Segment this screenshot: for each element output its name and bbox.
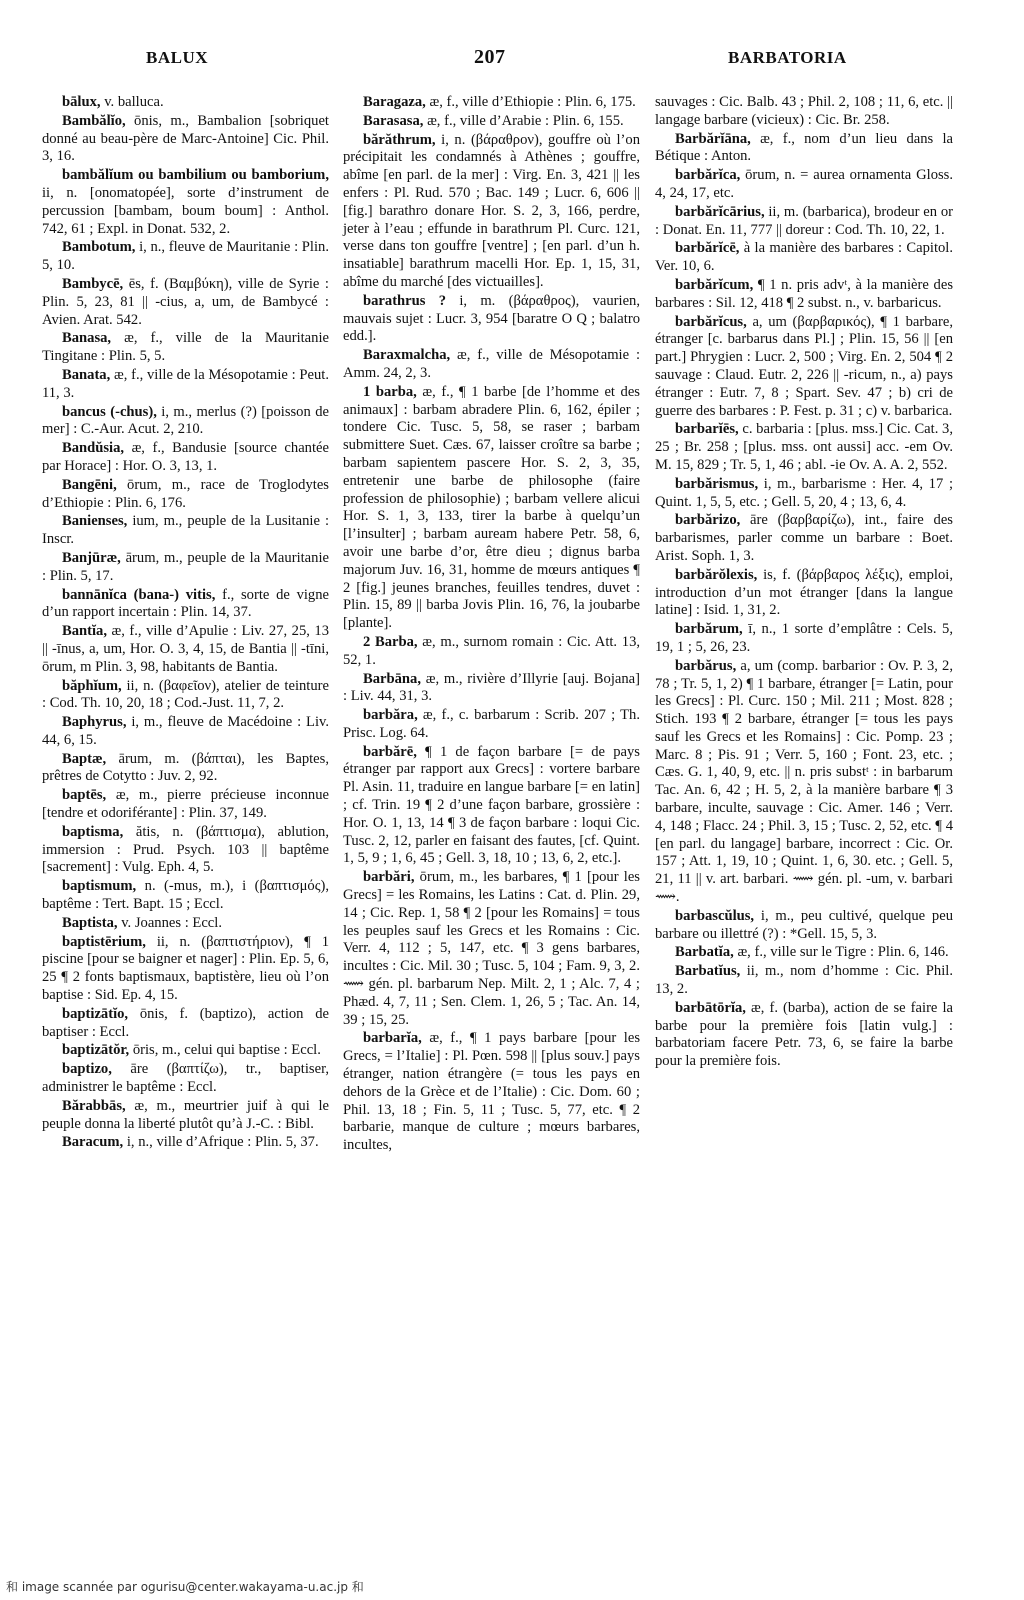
entry-definition: n. (-mus, m.), i (βαπτισμός), baptême : Tert. Bapt. 15 ; Eccl. xyxy=(42,878,329,913)
entry-headword: barbātōrĭa, xyxy=(675,999,746,1016)
entry-headword: baptizātŏr, xyxy=(62,1042,130,1059)
dictionary-entry xyxy=(42,1134,329,1152)
entry-definition: v. balluca. xyxy=(104,94,164,110)
entry-definition: i, n. (βάραθρον), gouffre où l’on précipitait les condamnés à Athènes ; gouffre, abîme [en parl. de la mer] : Virg. En. 3, 421 || les enfers : Pl. Rud. 570 ; Bac. 149 ; Lucr. 6, 606 || [fig.] barathro donare Hor. S. 2, 3, 166, perdre, jeter à l’eau ; effunde in barathrum Pl. Curc. 121, verse dans ton gouffre [ventre] ; [en parl. d’un h. insatiable] barathrum macelli Hor. Ep. 1, 15, 31, abîme du marché [des victuailles]. xyxy=(343,131,640,290)
column-1 xyxy=(42,94,329,1153)
dictionary-entry xyxy=(42,878,329,914)
entry-headword: Bambălĭo, xyxy=(62,112,126,129)
running-head-left: BALUX xyxy=(146,48,209,67)
dictionary-entry xyxy=(42,1098,329,1134)
entry-definition: æ, f., ville d’Ethiopie : Plin. 6, 175. xyxy=(429,94,636,110)
dictionary-entry xyxy=(343,671,640,707)
entry-headword: barbări, xyxy=(363,869,415,886)
entry-definition: æ, f., ville de la Mauritanie Tingitane : Plin. 5, 5. xyxy=(42,330,329,365)
dictionary-entry xyxy=(42,477,329,513)
entry-headword: barbărĭcum, xyxy=(675,276,754,293)
entry-headword: Barasasa, xyxy=(363,112,424,129)
dictionary-entry xyxy=(42,94,329,112)
entry-headword: bālux, xyxy=(62,94,101,110)
dictionary-entry xyxy=(42,513,329,549)
entry-headword: barbărē, xyxy=(363,743,417,760)
scan-credit: 和 image scannée par ogurisu@center.wakayama-u.ac.jp 和 xyxy=(6,1580,364,1594)
entry-headword: Banienses, xyxy=(62,513,128,530)
entry-headword: barbărum, xyxy=(675,621,743,638)
dictionary-entry xyxy=(343,707,640,743)
entry-headword: baptēs, xyxy=(62,787,107,804)
entry-headword: barbascŭlus, xyxy=(675,907,755,924)
dictionary-entry xyxy=(42,367,329,403)
entry-definition: æ, f., ¶ 1 pays barbare [pour les Grecs, = l’Italie] : Pl. Pœn. 598 || [plus souv.] pays étranger, nation étrangère (= tous les pays en dehors de la Grèce et de l’Italie) : Cic. Dom. 60 ; Phil. 13, 18 ; Fin. 5, 11 ; Tusc. 5, 77, etc. ¶ 2 barbarie, manque de culture ; mœurs barbares, incultes, xyxy=(343,1030,640,1154)
entry-headword: Baracum, xyxy=(62,1134,124,1151)
entry-headword: bambălĭum ou bambilium ou bamborium, xyxy=(62,167,329,184)
entry-definition: ārum, m. (βάπται), les Baptes, prêtres de Cotytto : Juv. 2, 92. xyxy=(42,750,329,785)
column-2 xyxy=(343,94,640,1156)
entry-definition: is, f. (βάρβαρος λέξις), emploi, introduction d’un mot étranger [dans la langue latine] : Isid. 1, 31, 2. xyxy=(655,566,953,619)
entry-headword: barbărŏlexis, xyxy=(675,566,758,583)
dictionary-entry xyxy=(42,167,329,238)
dictionary-entry xyxy=(343,132,640,292)
dictionary-entry xyxy=(42,915,329,933)
dictionary-entry xyxy=(42,1006,329,1042)
dictionary-entry xyxy=(655,512,953,565)
entry-headword: bancus (-chus), xyxy=(62,403,157,420)
dictionary-entry xyxy=(42,824,329,877)
entry-definition: ōrum, m., race de Troglodytes d’Ethiopie : Plin. 6, 176. xyxy=(42,476,329,511)
entry-headword: Bambotum, xyxy=(62,239,136,256)
entry-headword: Banasa, xyxy=(62,330,112,347)
entry-headword: Bangēni, xyxy=(62,476,117,493)
dictionary-entry xyxy=(655,94,953,130)
entry-headword: Baptista, xyxy=(62,914,118,931)
entry-headword: Baptæ, xyxy=(62,750,107,767)
dictionary-entry xyxy=(655,963,953,999)
dictionary-entry xyxy=(655,131,953,167)
entry-definition: i, m., peu cultivé, quelque peu barbare ou illettré (?) : *Gell. 15, 5, 3. xyxy=(655,907,953,942)
dictionary-entry xyxy=(42,587,329,623)
entry-definition: ōrum, m., les barbares, ¶ 1 [pour les Grecs] = les Romains, les Latins : Cat. d. Plin. 29, 14 ; Cic. Rep. 1, 58 ¶ 2 [pour les Romains] = tous les peuples sauf les Grecs et les Romains : Cic. Verr. 4, 112 ; 5, 147, etc. ¶ 3 gens barbares, incultes : Cic. Mil. 30 ; Tusc. 5, 104 ; Fam. 9, 3, 2. ⟿ gén. pl. barbarum Nep. Milt. 2, 1 ; Alc. 7, 4 ; Phæd. 4, 7, 11 ; Sen. Clem. 1, 26, 5 ; Tac. An. 14, 39 ; 15, 25. xyxy=(343,869,640,1028)
entry-definition: ōrum, n. = aurea ornamenta Gloss. 4, 24, 17, etc. xyxy=(655,167,953,201)
dictionary-entry xyxy=(42,1042,329,1060)
dictionary-entry xyxy=(42,934,329,1005)
entry-definition: i, n., ville d’Afrique : Plin. 5, 37. xyxy=(126,1134,319,1151)
entry-definition: æ, f. (barba), action de se faire la barbe pour la première fois [latin vulg.] : barbatoriam facere Petr. 73, 6, se faire la barbe pour la première fois. xyxy=(655,999,953,1070)
dictionary-entry xyxy=(42,678,329,714)
entry-definition: ēs, f. (Βαμβύκη), ville de Syrie : Plin. 5, 23, 81 || -cius, a, um, de Bambycé : Avien. Arat. 542. xyxy=(42,275,329,328)
dictionary-entry xyxy=(343,94,640,112)
dictionary-entry xyxy=(655,167,953,203)
entry-definition: ii, m., nom d’homme : Cic. Phil. 13, 2. xyxy=(655,963,953,998)
dictionary-entry xyxy=(42,714,329,750)
entry-headword: Bandŭsia, xyxy=(62,440,125,457)
entry-definition: ătis, n. (βάπτισμα), ablution, immersion : Prud. Psych. 103 || baptême [sacrement] : Vulg. Eph. 4, 5. xyxy=(42,823,329,876)
entry-headword: Baraxmalcha, xyxy=(363,347,451,364)
dictionary-entry xyxy=(655,314,953,421)
entry-definition: æ, f., ville sur le Tigre : Plin. 6, 146. xyxy=(737,944,949,961)
entry-definition: æ, f., ville d’Apulie : Liv. 27, 25, 13 || -īnus, a, um, Hor. O. 3, 4, 15, de Bantia || -tīni, ōrum, m Plin. 3, 98, habitants de Bantia. xyxy=(42,623,330,675)
entry-definition: æ, f., ville de Mésopotamie : Amm. 24, 2, 3. xyxy=(343,347,640,381)
entry-headword: Baragaza, xyxy=(363,94,426,110)
entry-definition: æ, f., c. barbarum : Scrib. 207 ; Th. Prisc. Log. 64. xyxy=(343,707,640,741)
dictionary-entry xyxy=(42,1061,329,1097)
dictionary-entry xyxy=(42,787,329,823)
dictionary-entry xyxy=(42,550,329,586)
entry-headword: bărăthrum, xyxy=(363,131,436,148)
entry-definition: æ, m., rivière d’Illyrie [auj. Bojana] : Liv. 44, 31, 3. xyxy=(343,670,640,705)
entry-headword: Banjūræ, xyxy=(62,549,121,566)
entry-definition: ¶ 1 n. pris advᵗ, à la manière des barbares : Sil. 12, 418 ¶ 2 subst. n., v. barbaricus. xyxy=(655,276,953,311)
entry-headword: Baphyrus, xyxy=(62,714,127,731)
entry-headword: barbărĭcārius, xyxy=(675,203,765,220)
dictionary-entry xyxy=(655,621,953,657)
entry-definition: æ, f., Bandusie [source chantée par Horace] : Hor. O. 3, 13, 1. xyxy=(42,440,329,474)
entry-headword: barbărismus, xyxy=(675,475,759,492)
entry-headword: Barbāna, xyxy=(363,670,421,687)
dictionary-entry xyxy=(655,658,953,907)
dictionary-entry xyxy=(343,744,640,869)
dictionary-entry xyxy=(655,908,953,944)
entry-definition: i, m., merlus (?) [poisson de mer] : C.-Aur. Acut. 2, 210. xyxy=(42,403,329,438)
entry-headword: baptismum, xyxy=(62,878,137,895)
dictionary-entry xyxy=(42,276,329,329)
dictionary-entry xyxy=(42,239,329,275)
entry-definition: ii, m. (barbarica), brodeur en or : Donat. En. 11, 777 || doreur : Cod. Th. 10, 22, 1. xyxy=(655,203,953,238)
dictionary-entry xyxy=(343,293,640,346)
dictionary-entry xyxy=(655,277,953,313)
entry-headword: barbărus, xyxy=(675,657,737,674)
dictionary-entry xyxy=(343,347,640,383)
dictionary-entry xyxy=(343,384,640,633)
running-head-right: BARBATORIA xyxy=(728,48,847,67)
dictionary-entry xyxy=(655,1000,953,1071)
entry-headword: baptizo, xyxy=(62,1061,112,1078)
entry-headword: barbărizo, xyxy=(675,512,741,529)
entry-definition: āre (βαρβαρίζω), int., faire des barbarismes, parler comme un barbare : Boet. Arist. Soph. 1, 3. xyxy=(655,512,953,564)
dictionary-entry xyxy=(42,751,329,787)
entry-headword: 1 barba, xyxy=(363,383,417,400)
dictionary-entry xyxy=(655,240,953,276)
dictionary-entry xyxy=(343,869,640,1029)
entry-definition: ii, n. (βαφεῖον), atelier de teinture : Cod. Th. 10, 20, 18 ; Cod.-Just. 11, 7, 2. xyxy=(42,677,329,712)
dictionary-entry xyxy=(343,1030,640,1155)
column-3 xyxy=(655,94,953,1072)
entry-definition: sauvages : Cic. Balb. 43 ; Phil. 2, 108 ; 11, 6, etc. || langage barbare (vicieux) : Cic. Br. 258. xyxy=(655,94,953,128)
entry-definition: a, um (comp. barbarior : Ov. P. 3, 2, 78 ; Tr. 5, 1, 2) ¶ 1 barbare, étranger [= Latin, pour les Grecs] : Pl. Curc. 150 ; Mil. 211 ; Most. 828 ; Stich. 193 ¶ 2 barbare, étranger [= tous les pays sauf les Grecs et les Romains] : Cic. Pomp. 23 ; Marc. 8 ; Pis. 91 ; Verr. 5, 160 ; Font. 23, etc. ; Cæs. G. 1, 40, 9, etc. || n. pris substᵗ : in barbarum Tac. An. 6, 42 ; H. 5, 2, à la manière barbare ¶ 3 barbare, inculte, sauvage : Cic. Amer. 146 ; Verr. 4, 148 ; Flacc. 24 ; Phil. 3, 15 ; Tusc. 2, 52, etc. ¶ 4 [en parl. du langage] barbare, incorrect : Cic. Or. 157 ; Att. 1, 19, 10 ; Quint. 1, 6, 30. etc. ; Gell. 5, 21, 11 || v. art. barbari. ⟿ gén. pl. -um, v. barbari ⟿. xyxy=(655,657,953,906)
entry-definition: v. Joannes : Eccl. xyxy=(121,914,222,931)
entry-headword: barbarĭēs, xyxy=(675,421,739,438)
entry-headword: barbarĭa, xyxy=(363,1030,422,1047)
entry-headword: baptistērium, xyxy=(62,933,146,950)
entry-definition: æ, m., pierre précieuse inconnue [tendre et odoriférante] : Plin. 37, 149. xyxy=(42,787,329,822)
entry-definition: ¶ 1 de façon barbare [= de pays étranger par rapport aux Grecs] : vortere barbare Pl. Asin. 11, traduire en langue barbare [= en latin] ; cf. Trin. 19 ¶ 2 d’une façon barbare, grossière : Hor. O. 1, 13, 14 ¶ 3 de façon barbare : loqui Cic. Tusc. 2, 12, parler en faisant des fautes, [cf. Quint. 1, 5, 9 ; 1, 6, 45 ; Gell. 3, 18, 10 ; 13, 6, 2, etc.]. xyxy=(343,743,640,867)
dictionary-entry xyxy=(655,944,953,962)
entry-headword: barbărĭcē, xyxy=(675,240,740,257)
entry-headword: baptizātĭo, xyxy=(62,1005,129,1022)
entry-headword: barbăra, xyxy=(363,707,418,724)
entry-definition: āre (βαπτίζω), tr., baptiser, administrer le baptême : Eccl. xyxy=(42,1061,329,1096)
entry-headword: băphĭum, xyxy=(62,677,122,694)
entry-definition: ī, n., 1 sorte d’emplâtre : Cels. 5, 19, 1 ; 5, 26, 23. xyxy=(655,621,953,655)
entry-headword: bannānĭca (bana-) vitis, xyxy=(62,586,216,603)
entry-headword: Bambycē, xyxy=(62,275,124,292)
entry-headword: Bărabbās, xyxy=(62,1097,126,1114)
entry-headword: barathrus ? xyxy=(363,292,447,309)
entry-definition: ōris, m., celui qui baptise : Eccl. xyxy=(132,1042,321,1059)
dictionary-entry xyxy=(42,440,329,476)
entry-definition: i, m. (βάραθρος), vaurien, mauvais sujet : Lucr. 3, 954 [baratre O Q ; balatro edd.]. xyxy=(343,292,641,345)
entry-definition: æ, m., surnom romain : Cic. Att. 13, 52, 1. xyxy=(343,633,641,668)
dictionary-entry xyxy=(343,113,640,131)
dictionary-entry xyxy=(42,113,329,166)
entry-definition: æ, f., nom d’un lieu dans la Bétique : Anton. xyxy=(655,130,953,165)
dictionary-entry xyxy=(655,476,953,512)
entry-definition: i, n., fleuve de Mauritanie : Plin. 5, 10. xyxy=(42,239,329,274)
entry-definition: æ, m., meurtrier juif à qui le peuple donna la liberté plutôt qu’à J.-C. : Bibl. xyxy=(42,1097,329,1132)
dictionary-entry xyxy=(655,567,953,620)
entry-definition: æ, f., ¶ 1 barbe [de l’homme et des animaux] : barbam abradere Plin. 6, 162, épiler ; tondere Cic. Tusc. 5, 58, se raser ; barbam submittere Suet. Cæs. 67, laisser croître sa barbe ; barbam sapientem pascere Hor. S. 2, 3, 35, entretenir une barbe de philosophe (faire profession de philosophie) ; barbam vellere alicui Hor. S. 1, 3, 133, tirer la barbe à quelqu’un [l’insulter] ; barbam auream habere Petr. 58, 6, avoir une barbe d’or, être dieu ; dignus barba majorum Juv. 16, 31, homme de mœurs antiques ¶ 2 [fig.] jeunes branches, feuilles tendres, duvet : Plin. 15, 89 || barba Jovis Plin. 16, 76, la joubarbe [plante]. xyxy=(343,383,640,632)
entry-definition: i, m., barbarisme : Her. 4, 17 ; Quint. 1, 5, 5, etc. ; Gell. 5, 20, 4 ; 13, 6, 4. xyxy=(655,475,953,510)
entry-definition: æ, f., ville de la Mésopotamie : Peut. 11, 3. xyxy=(42,366,329,401)
entry-definition: ii, n. (βαπτιστήριον), ¶ 1 piscine [pour se baigner et nager] : Plin. Ep. 5, 6, 25 ¶ 2 fonts baptismaux, baptistère, lieu où l’on baptise : Sid. Ep. 4, 15. xyxy=(42,933,329,1004)
entry-definition: ōnis, f. (baptizo), action de baptiser : Eccl. xyxy=(42,1005,329,1040)
entry-definition: à la manière des barbares : Capitol. Ver. 10, 6. xyxy=(655,240,953,275)
entry-definition: ii, n. [onomatopée], sorte d’instrument de percussion [bambam, boum boum] : Anthol. 742, 61 ; Expl. in Donat. 532, 2. xyxy=(42,184,329,237)
dictionary-entry xyxy=(42,404,329,440)
entry-headword: Bantĭa, xyxy=(62,623,108,640)
entry-definition: i, m., fleuve de Macédoine : Liv. 44, 6, 15. xyxy=(42,714,329,748)
dictionary-entry xyxy=(655,421,953,474)
entry-headword: barbărĭcus, xyxy=(675,313,747,330)
dictionary-entry xyxy=(42,330,329,366)
entry-headword: baptisma, xyxy=(62,823,124,840)
page-number: 207 xyxy=(474,46,506,68)
dictionary-entry xyxy=(655,204,953,240)
entry-headword: Barbărĭāna, xyxy=(675,130,751,147)
entry-definition: ārum, m., peuple de la Mauritanie : Plin. 5, 17. xyxy=(42,549,329,584)
dictionary-entry xyxy=(343,634,640,670)
entry-headword: barbărĭca, xyxy=(675,167,741,184)
entry-definition: æ, f., ville d’Arabie : Plin. 6, 155. xyxy=(427,112,624,129)
entry-definition: c. barbaria : [plus. mss.] Cic. Cat. 3, 25 ; Br. 258 ; [plus. mss. ont aussi] acc. -em Ov. M. 15, 829 ; Tr. 5, 1, 46 ; abl. -ie Ov. A. A. 2, 552. xyxy=(655,421,953,473)
entry-definition: a, um (βαρβαρικός), ¶ 1 barbare, étranger [c. barbarus dans Pl.] ; Plin. 15, 56 || [en part.] Phrygien : Lucr. 2, 500 ; Virg. En. 2, 504 ¶ 2 sauvage : Claud. Eutr. 2, 226 || -ricum, n., a) pays étranger : Eutr. 7, 8 ; Spart. Sev. 47 ; b) cri de guerre des barbares : P. Fest. p. 31 ; c) v. barbarica. xyxy=(655,313,953,419)
dictionary-entry xyxy=(42,623,329,676)
entry-definition: f., sorte de vigne d’un rapport incertain : Plin. 14, 37. xyxy=(42,586,330,621)
entry-headword: 2 Barba, xyxy=(363,633,418,650)
entry-headword: Barbatĭus, xyxy=(675,963,741,980)
entry-headword: Barbatĭa, xyxy=(675,944,734,961)
entry-headword: Banata, xyxy=(62,366,111,383)
entry-definition: ōnis, m., Bambalion [sobriquet donné au beau-père de Marc-Antoine] Cic. Phil. 3, 16. xyxy=(42,112,329,165)
entry-definition: ium, m., peuple de la Lusitanie : Inscr. xyxy=(42,513,329,548)
